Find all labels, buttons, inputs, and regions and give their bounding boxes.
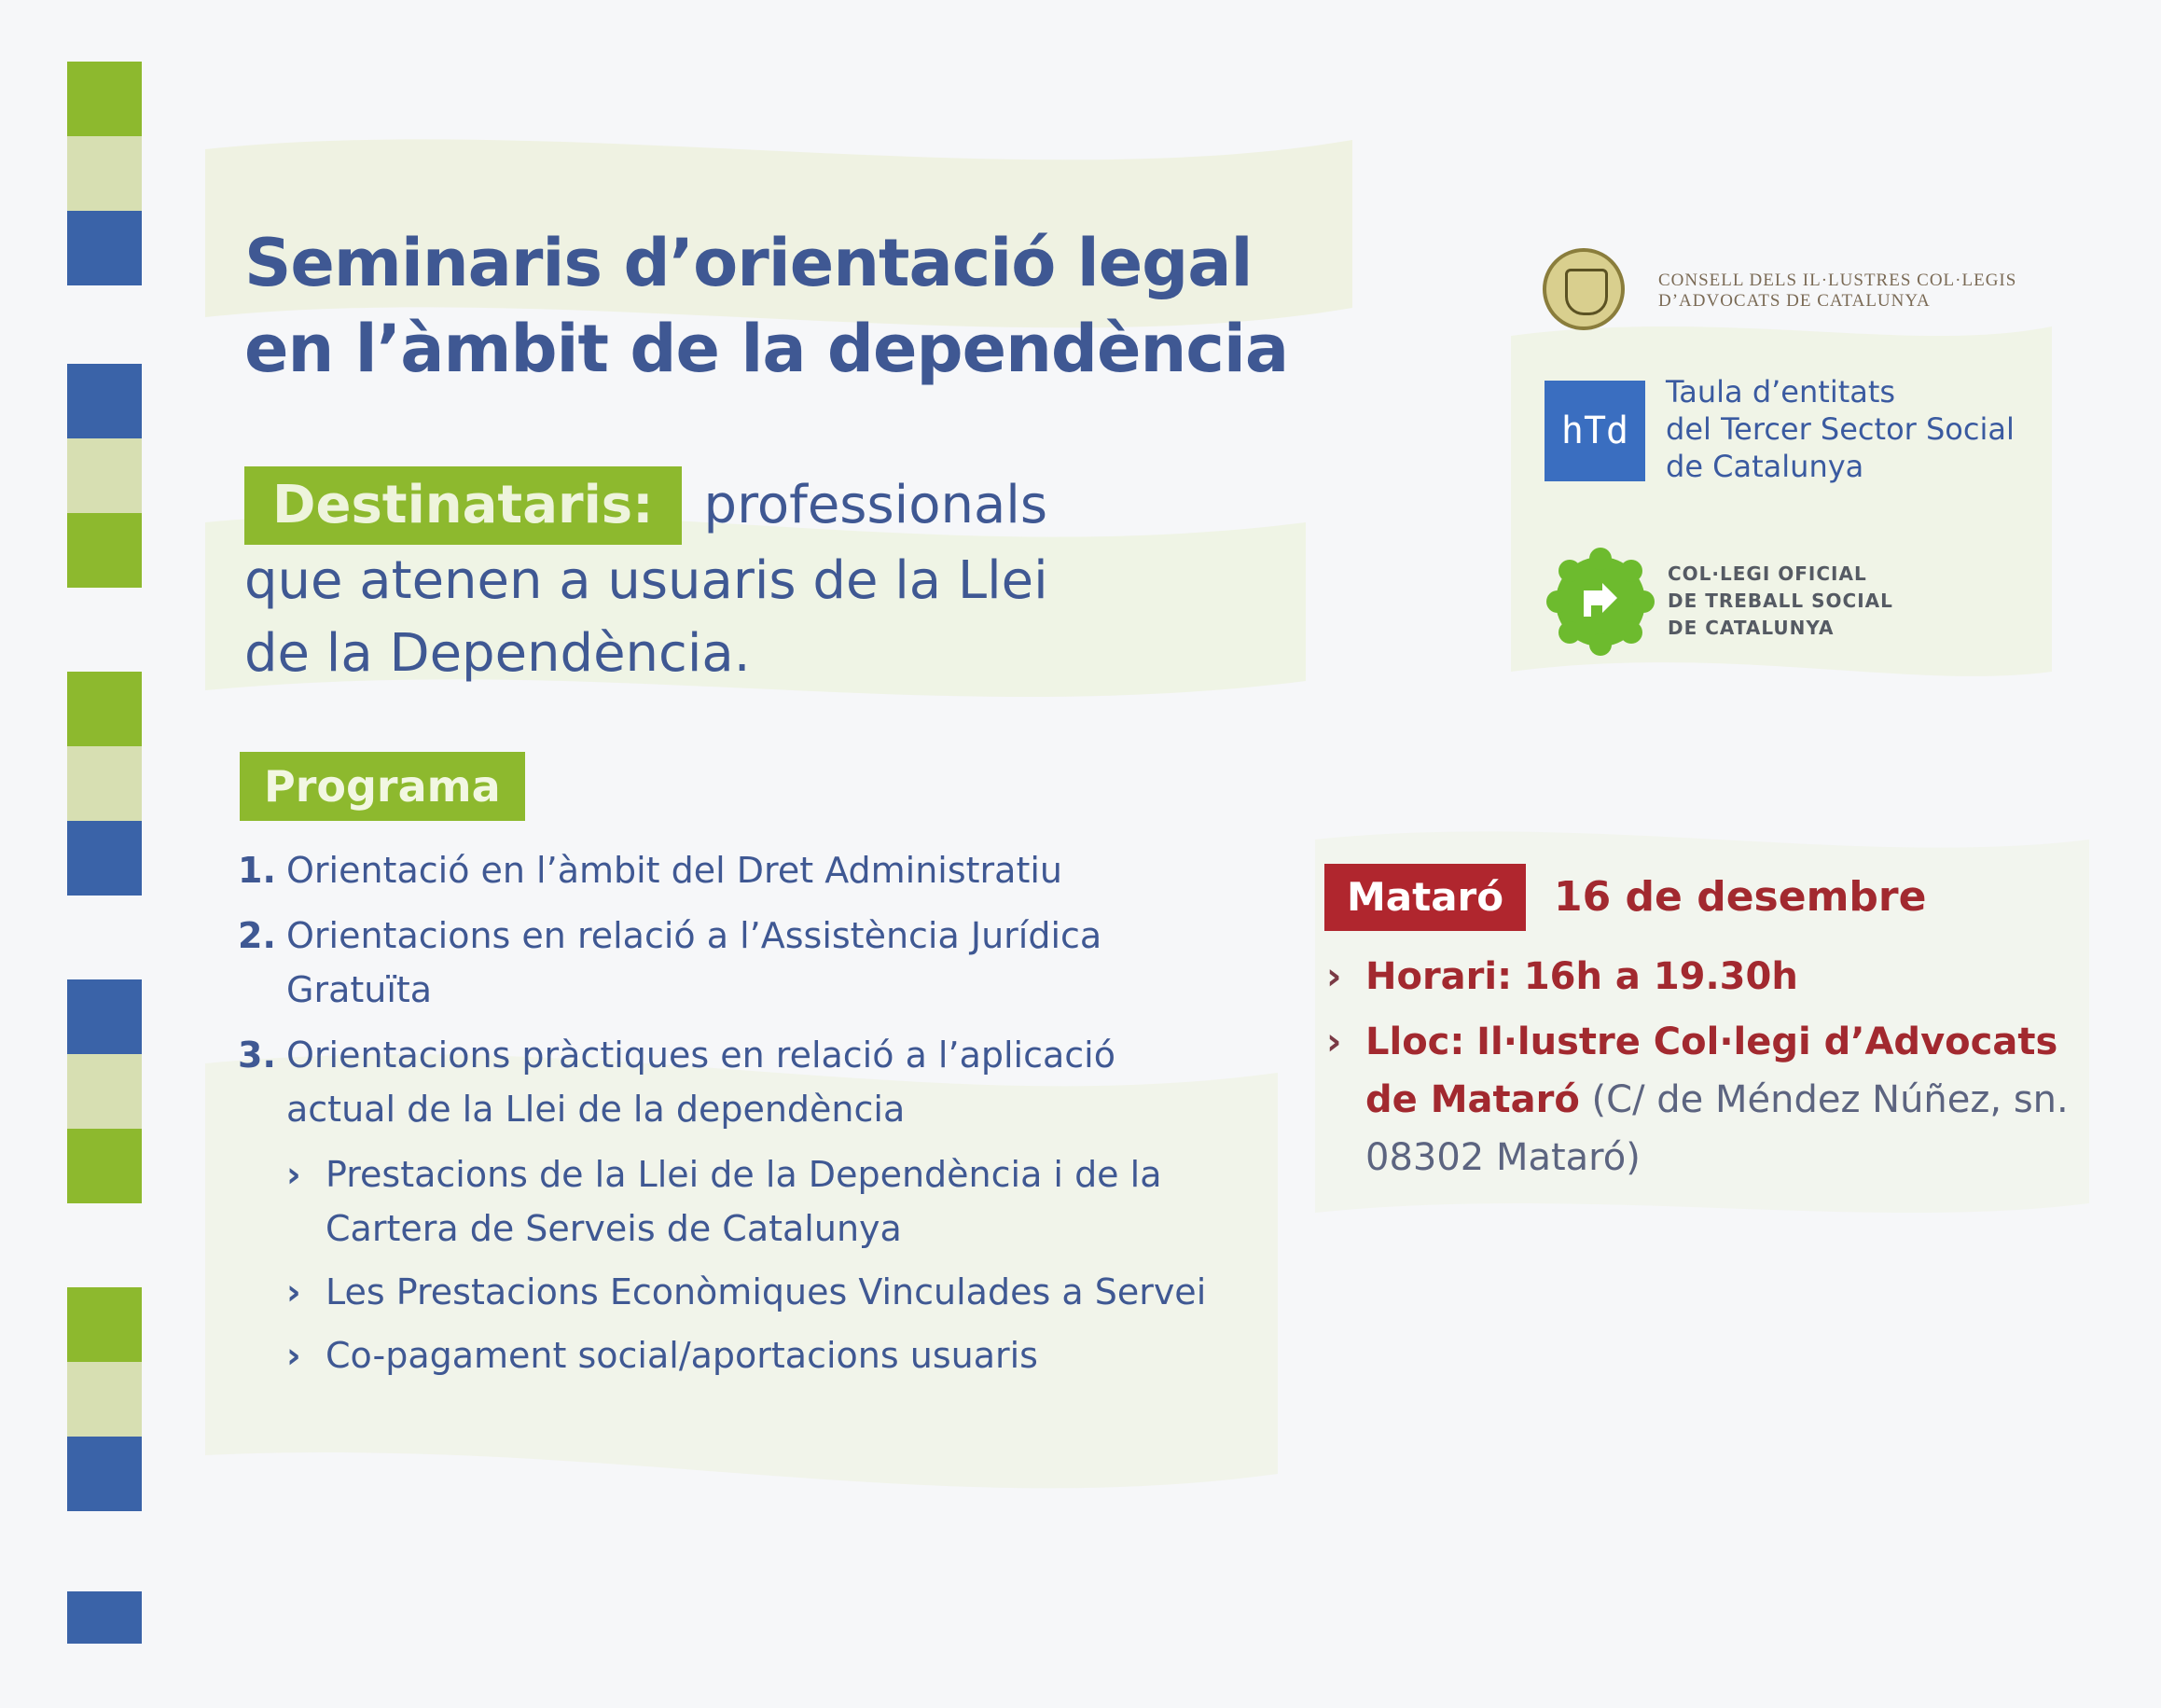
council-seal-icon xyxy=(1543,248,1625,330)
program-item xyxy=(238,909,1264,1017)
square-blue xyxy=(67,1591,142,1644)
square-light xyxy=(67,1054,142,1129)
square-green xyxy=(67,513,142,588)
logo-text-line: DE CATALUNYA xyxy=(1668,617,1835,639)
item-number: 3. xyxy=(238,1035,276,1076)
audience-block xyxy=(244,466,1177,690)
item-number: 2. xyxy=(238,915,276,956)
square-blue xyxy=(67,821,142,896)
place-city: de Mataró xyxy=(1365,1078,1580,1121)
audience-text: de la Dependència. xyxy=(244,623,751,684)
chevron-right-icon: › xyxy=(286,1271,301,1312)
council-logo xyxy=(1539,243,2117,336)
schedule-row xyxy=(1324,948,2145,1006)
item-text: Orientacions pràctiques en relació a l’aplicació xyxy=(286,1035,1115,1076)
square-green xyxy=(67,672,142,746)
logo-text-line: Taula d’entitats xyxy=(1666,374,1896,410)
square-blue xyxy=(67,211,142,285)
page-title xyxy=(244,220,1288,392)
program-list xyxy=(238,843,1264,1392)
program-subitem xyxy=(238,1147,1264,1256)
chevron-right-icon: › xyxy=(1326,1021,1342,1063)
audience-text: que atenen a usuaris de la Llei xyxy=(244,550,1048,611)
taula-mark-icon: hTd xyxy=(1545,381,1645,481)
logo-text-line: D’ADVOCATS DE CATALUNYA xyxy=(1658,291,1931,311)
square-green xyxy=(67,1129,142,1203)
item-text: Orientacions en relació a l’Assistència Jurídica xyxy=(286,915,1102,956)
subitem-text: Les Prestacions Econòmiques Vinculades a Servei xyxy=(326,1271,1207,1312)
title-line: en l’àmbit de la dependència xyxy=(244,311,1289,387)
subitem-text: Co-pagament social/aportacions usuaris xyxy=(326,1335,1038,1376)
place-address: (C/ de Méndez Núñez, sn. xyxy=(1591,1078,2069,1121)
square-green xyxy=(67,62,142,136)
square-light xyxy=(67,746,142,821)
chevron-right-icon: › xyxy=(1326,955,1342,998)
audience-label: Destinataris: xyxy=(244,466,682,545)
item-text: actual de la Llei de la dependència xyxy=(286,1089,906,1130)
logo-text-line: CONSELL DELS IL·LUSTRES COL·LEGIS xyxy=(1658,271,2017,290)
square-blue xyxy=(67,979,142,1054)
event-header xyxy=(1324,864,2145,935)
audience-line xyxy=(244,466,1177,545)
taula-logo-text xyxy=(1666,373,2015,485)
schedule-label: Horari: xyxy=(1365,955,1513,998)
cog-icon xyxy=(1545,546,1656,658)
subitem-text: Prestacions de la Llei de la Dependència i de la xyxy=(326,1154,1162,1195)
treball-logo-text xyxy=(1668,561,1893,642)
place-postcode: 08302 Mataró) xyxy=(1365,1136,1641,1179)
place-label: Lloc: xyxy=(1365,1021,1465,1063)
logo-text-line: DE TREBALL SOCIAL xyxy=(1668,590,1893,612)
chevron-right-icon: › xyxy=(286,1335,301,1376)
council-logo-text xyxy=(1658,271,2016,312)
program-label: Programa xyxy=(240,752,525,821)
logo-text-line: de Catalunya xyxy=(1666,449,1864,484)
square-light xyxy=(67,438,142,513)
audience-text: professionals xyxy=(703,475,1047,535)
schedule-value: 16h a 19.30h xyxy=(1523,955,1798,998)
square-light xyxy=(67,136,142,211)
place-line xyxy=(1365,1071,2145,1129)
place-name: Il·lustre Col·legi d’Advocats xyxy=(1476,1021,2058,1063)
logo-text-line: del Tercer Sector Social xyxy=(1666,411,2015,447)
taula-logo xyxy=(1545,373,2123,485)
square-green xyxy=(67,1287,142,1362)
place-row xyxy=(1324,1013,2145,1187)
item-number: 1. xyxy=(238,850,276,891)
program-item xyxy=(238,1028,1264,1136)
square-light xyxy=(67,1362,142,1437)
subitem-text: Cartera de Serveis de Catalunya xyxy=(326,1208,902,1249)
program-subitem xyxy=(238,1328,1264,1382)
item-text: Orientació en l’àmbit del Dret Administratiu xyxy=(286,850,1063,891)
event-date: 16 de desembre xyxy=(1554,873,1927,921)
title-line: Seminaris d’orientació legal xyxy=(244,225,1253,301)
square-blue xyxy=(67,364,142,438)
event-city-badge: Mataró xyxy=(1324,864,1526,931)
place-line xyxy=(1365,1013,2145,1071)
treball-social-logo xyxy=(1545,546,2123,658)
program-subitem xyxy=(238,1265,1264,1319)
event-details xyxy=(1324,864,2145,1194)
logo-text-line: COL·LEGI OFICIAL xyxy=(1668,562,1867,585)
program-item xyxy=(238,843,1264,897)
item-text: Gratuïta xyxy=(286,969,433,1010)
chevron-right-icon: › xyxy=(286,1154,301,1195)
square-blue xyxy=(67,1437,142,1511)
